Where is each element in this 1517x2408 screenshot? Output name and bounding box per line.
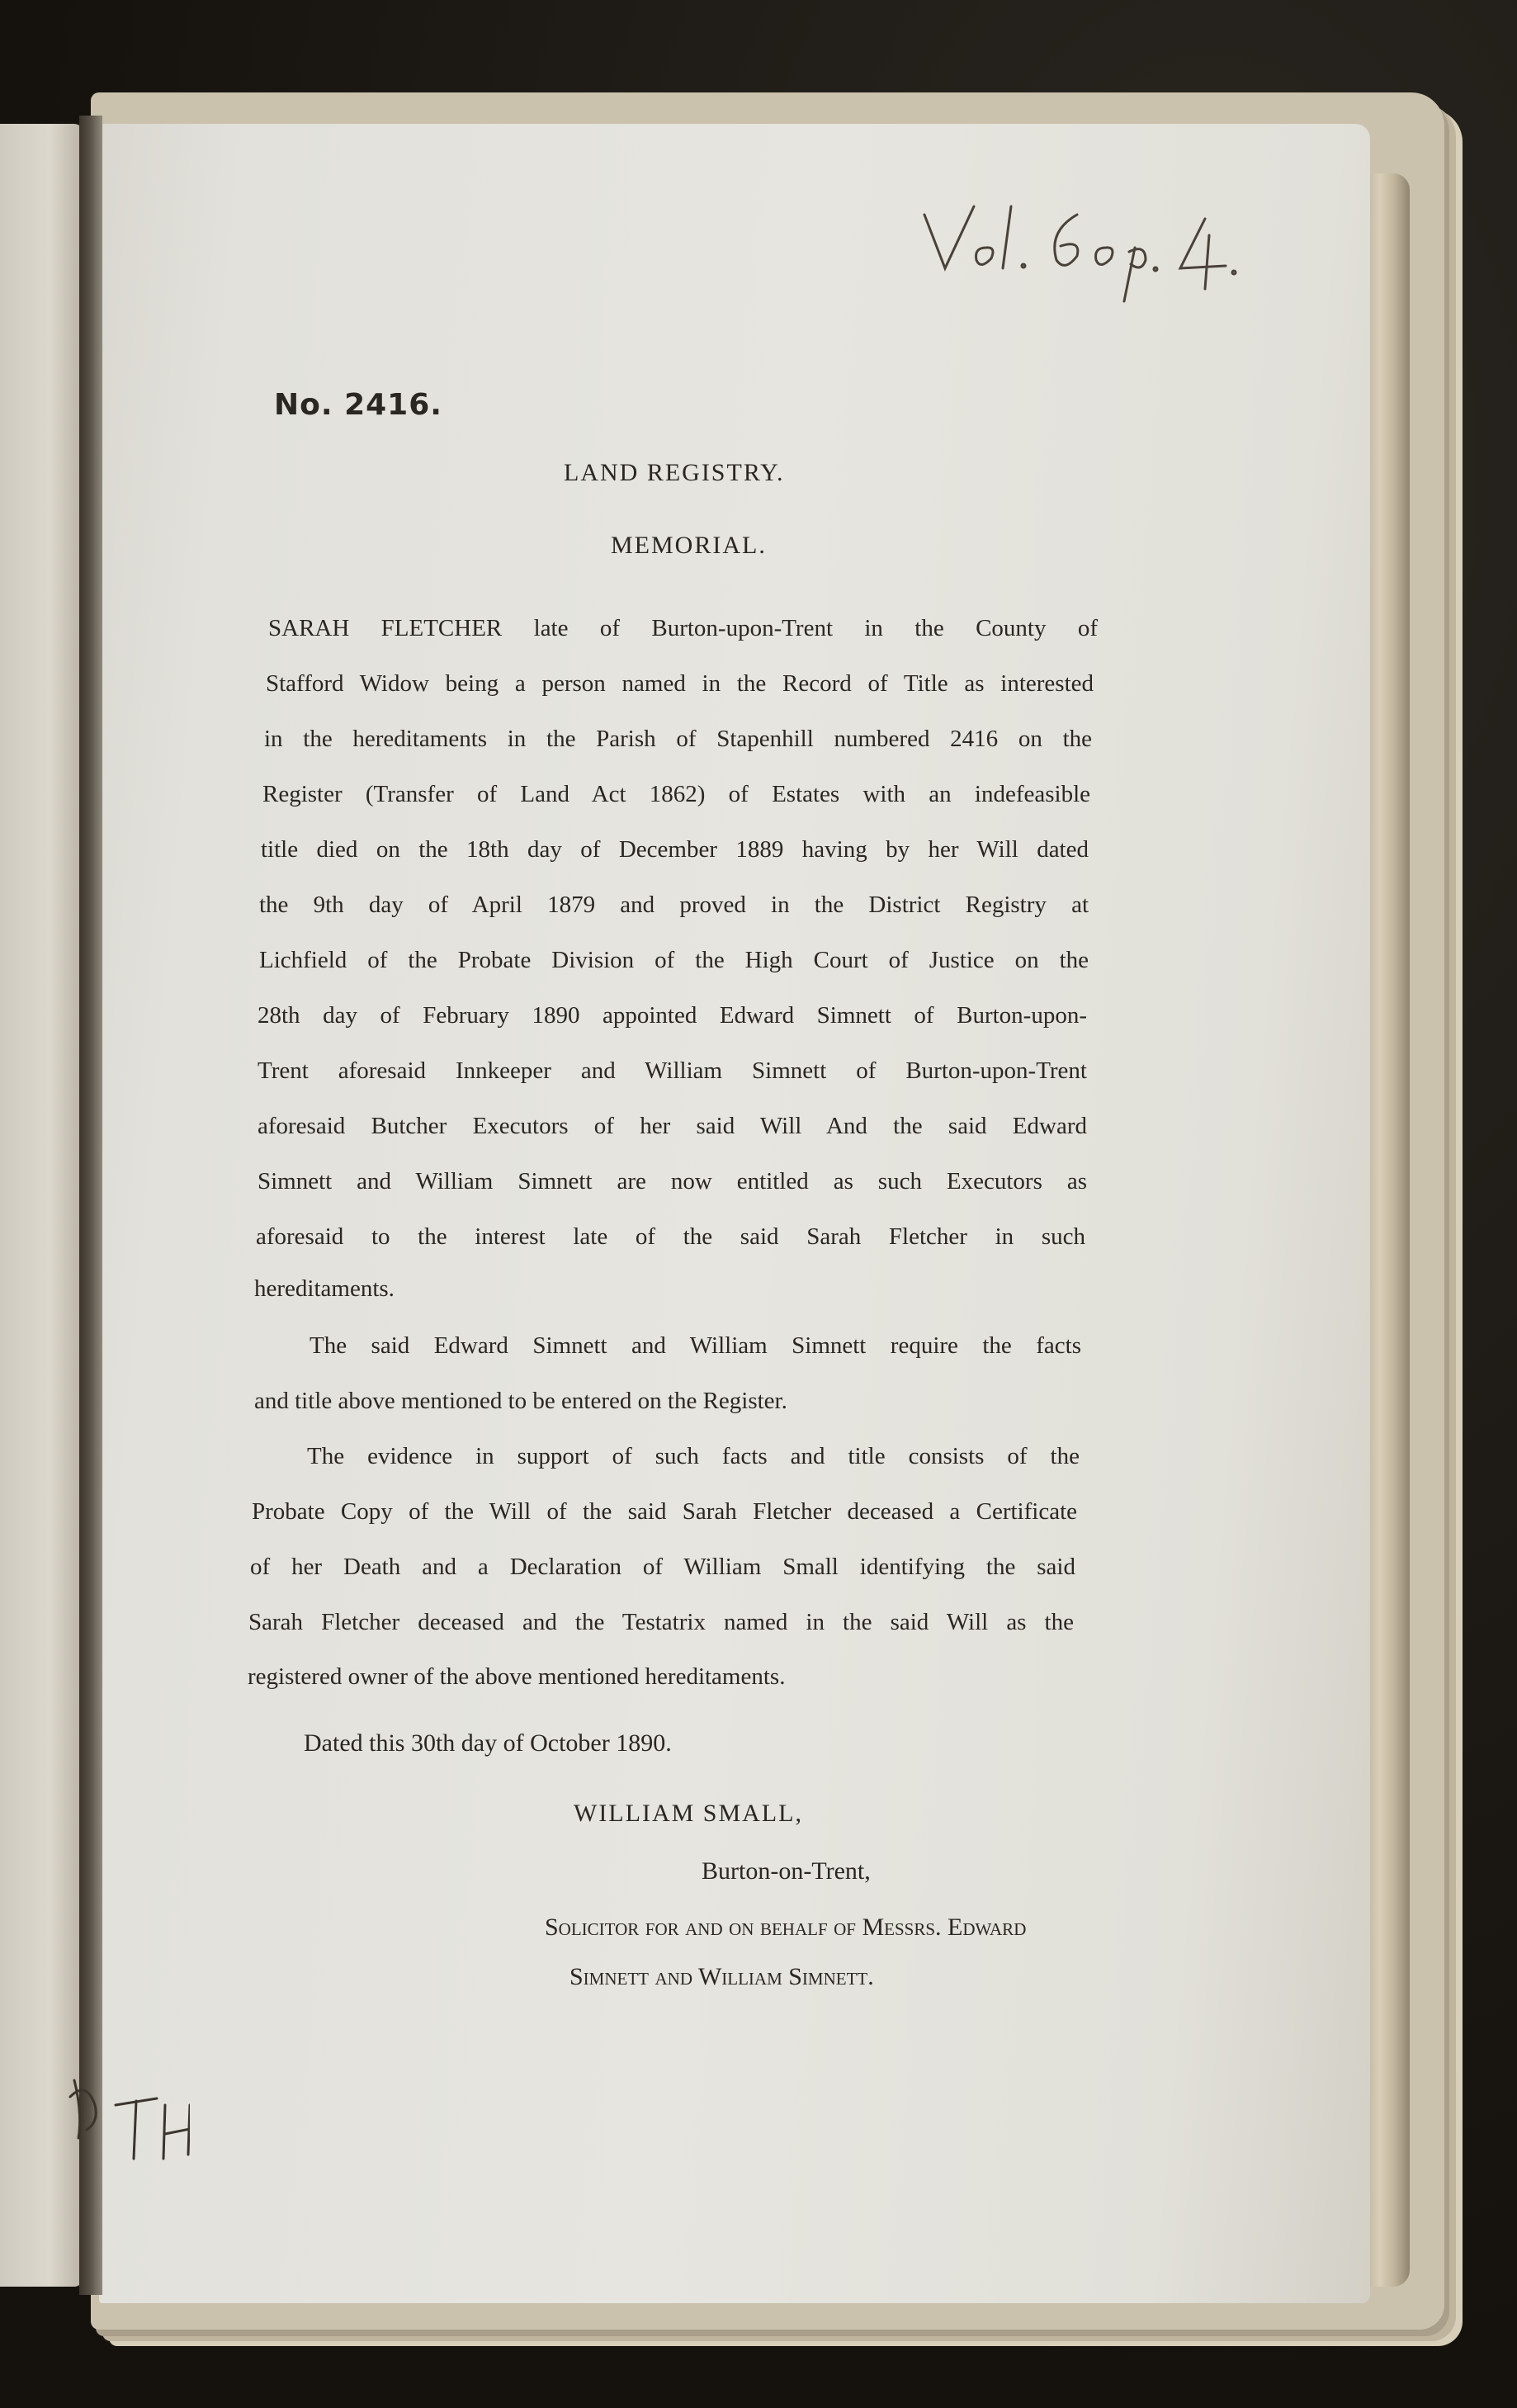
document-subheading: MEMORIAL. <box>611 532 767 559</box>
paragraph-1-line: aforesaid Butcher Executors of her said Will And the said Edward <box>258 1113 1087 1139</box>
paragraph-3-line: Probate Copy of the Will of the said Sarah Fletcher deceased a Certificate <box>252 1498 1077 1525</box>
paragraph-1-line: SARAH FLETCHER late of Burton-upon-Trent in the County of <box>268 615 1098 641</box>
signatory-place: Burton-on-Trent, <box>702 1857 871 1885</box>
left-facing-page <box>0 124 83 2287</box>
paragraph-1-line: Simnett and William Simnett are now entitled as such Executors as <box>258 1168 1087 1195</box>
handwritten-volume-note <box>908 190 1255 305</box>
signatory-role-line-2: Simnett and William Simnett. <box>569 1963 874 1990</box>
paragraph-1-line: aforesaid to the interest late of the said Sarah Fletcher in such <box>256 1223 1085 1250</box>
handwritten-initials <box>58 2047 190 2179</box>
paragraph-3-line: The evidence in support of such facts and title consists of the <box>307 1443 1080 1469</box>
paragraph-1-line: Trent aforesaid Innkeeper and William Simnett of Burton-upon-Trent <box>258 1057 1087 1084</box>
signatory-role-line-1: Solicitor for and on behalf of Messrs. Edward <box>545 1914 1027 1941</box>
paragraph-1-line: in the hereditaments in the Parish of Stapenhill numbered 2416 on the <box>264 726 1092 752</box>
paragraph-1-line: Stafford Widow being a person named in the Record of Title as interested <box>266 670 1094 697</box>
signatory-name: WILLIAM SMALL, <box>574 1800 803 1827</box>
paragraph-1-line: Lichfield of the Probate Division of the High Court of Justice on the <box>259 947 1089 973</box>
document-heading: LAND REGISTRY. <box>564 459 785 486</box>
paragraph-3-line: of her Death and a Declaration of William Small identifying the said <box>250 1554 1075 1580</box>
book-gutter <box>79 116 102 2295</box>
document-number: No. 2416. <box>274 388 442 422</box>
paragraph-1-line: the 9th day of April 1879 and proved in the District Registry at <box>259 892 1089 918</box>
dated-line: Dated this 30th day of October 1890. <box>304 1729 672 1757</box>
paragraph-1-line: title died on the 18th day of December 1889 having by her Will dated <box>261 836 1089 863</box>
paragraph-2-line: and title above mentioned to be entered on the Register. <box>254 1388 787 1414</box>
paragraph-1-line: 28th day of February 1890 appointed Edward Simnett of Burton-upon- <box>258 1002 1087 1029</box>
paragraph-2-line: The said Edward Simnett and William Simnett require the facts <box>310 1332 1081 1359</box>
paragraph-1-line: Register (Transfer of Land Act 1862) of Estates with an indefeasible <box>262 781 1090 807</box>
paragraph-1-line: hereditaments. <box>254 1275 395 1302</box>
paragraph-3-line: registered owner of the above mentioned hereditaments. <box>248 1663 786 1690</box>
paragraph-3-line: Sarah Fletcher deceased and the Testatrix named in the said Will as the <box>248 1609 1074 1635</box>
